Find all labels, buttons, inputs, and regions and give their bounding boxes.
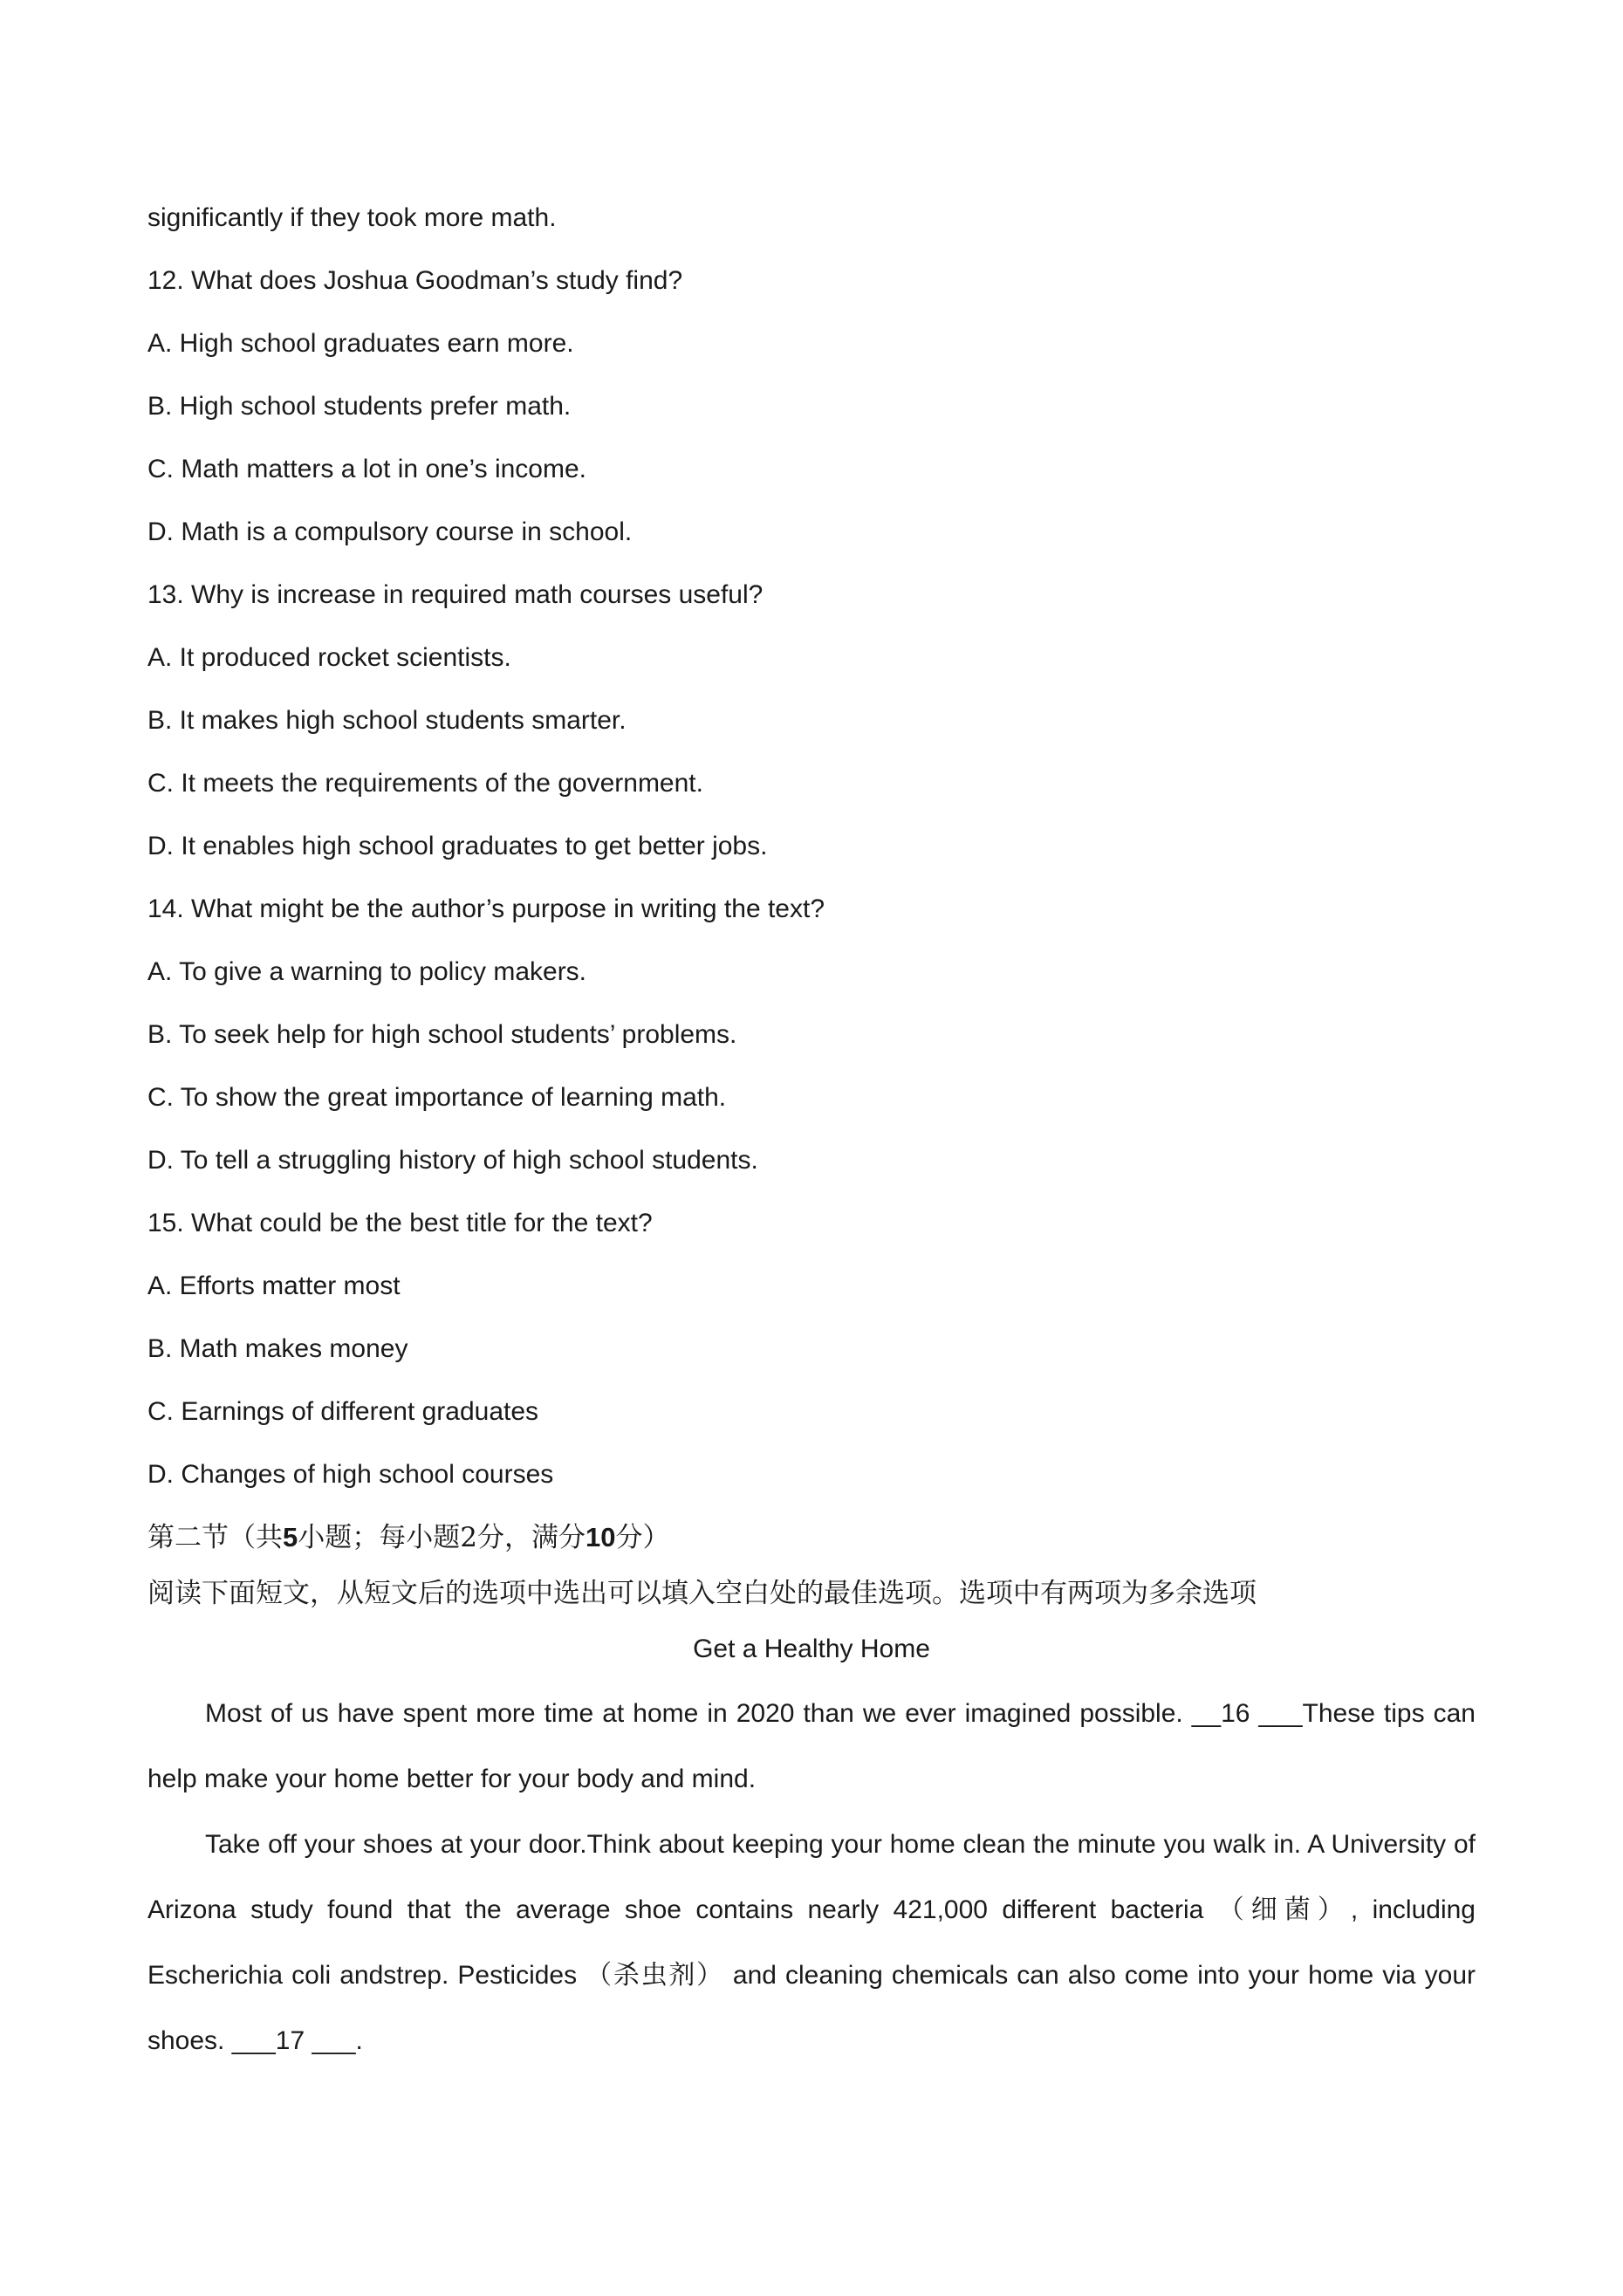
passage-paragraph-2: Take off your shoes at your door.Think about keeping your home clean the minute you walk in. A University of Arizona study found that the average shoe contains nearly 421,000 different bacteria （细菌）, including Escherichia coli andstrep. Pesticides （杀虫剂） and cleaning chemicals can also come into your home via your shoes. ___17 ___. (147, 1830, 1476, 2055)
question-stem: 14. What might be the author’s purpose in writing the text? (147, 894, 825, 923)
section-heading-suffix: 分） (615, 1522, 670, 1553)
document-page (147, 201, 1476, 2073)
question-12 (147, 264, 1476, 550)
option-c: C. Earnings of different graduates (147, 1397, 539, 1426)
section-heading-count: 5 (283, 1522, 298, 1552)
option-b: B. To seek help for high school students’ problems. (147, 1020, 737, 1049)
section-heading-mid: 小题；每小题2分，满分 (298, 1522, 586, 1553)
option-d: D. Changes of high school courses (147, 1460, 554, 1489)
section-heading (147, 1520, 1476, 1555)
option-c: C. Math matters a lot in one’s income. (147, 455, 586, 483)
section-instruction: 阅读下面短文，从短文后的选项中选出可以填入空白处的最佳选项。选项中有两项为多余选项 (147, 1578, 1257, 1609)
question-13 (147, 578, 1476, 864)
option-c: C. It meets the requirements of the government. (147, 769, 703, 798)
option-a: A. Efforts matter most (147, 1271, 401, 1300)
option-a: A. To give a warning to policy makers. (147, 957, 587, 986)
option-a: A. It produced rocket scientists. (147, 643, 511, 672)
section-heading-score: 10 (585, 1522, 616, 1552)
intro-tail: significantly if they took more math. (147, 203, 557, 232)
option-c: C. To show the great importance of learning math. (147, 1083, 727, 1112)
option-a: A. High school graduates earn more. (147, 329, 574, 358)
option-d: D. It enables high school graduates to get better jobs. (147, 832, 768, 860)
passage-paragraph-1: Most of us have spent more time at home in 2020 than we ever imagined possible. __16 ___These tips can help make your home better for your body and mind. (147, 1699, 1476, 1793)
question-14 (147, 892, 1476, 1178)
option-d: D. To tell a struggling history of high school students. (147, 1146, 758, 1175)
question-stem: 15. What could be the best title for the text? (147, 1209, 653, 1237)
question-stem: 13. Why is increase in required math courses useful? (147, 580, 764, 609)
option-d: D. Math is a compulsory course in school. (147, 517, 633, 546)
option-b: B. Math makes money (147, 1334, 408, 1363)
question-stem: 12. What does Joshua Goodman’s study find? (147, 266, 683, 295)
section-heading-prefix: 第二节（共 (147, 1522, 283, 1553)
question-15 (147, 1206, 1476, 1492)
option-b: B. High school students prefer math. (147, 392, 572, 421)
option-b: B. It makes high school students smarter. (147, 706, 627, 735)
passage-title: Get a Healthy Home (693, 1635, 930, 1663)
